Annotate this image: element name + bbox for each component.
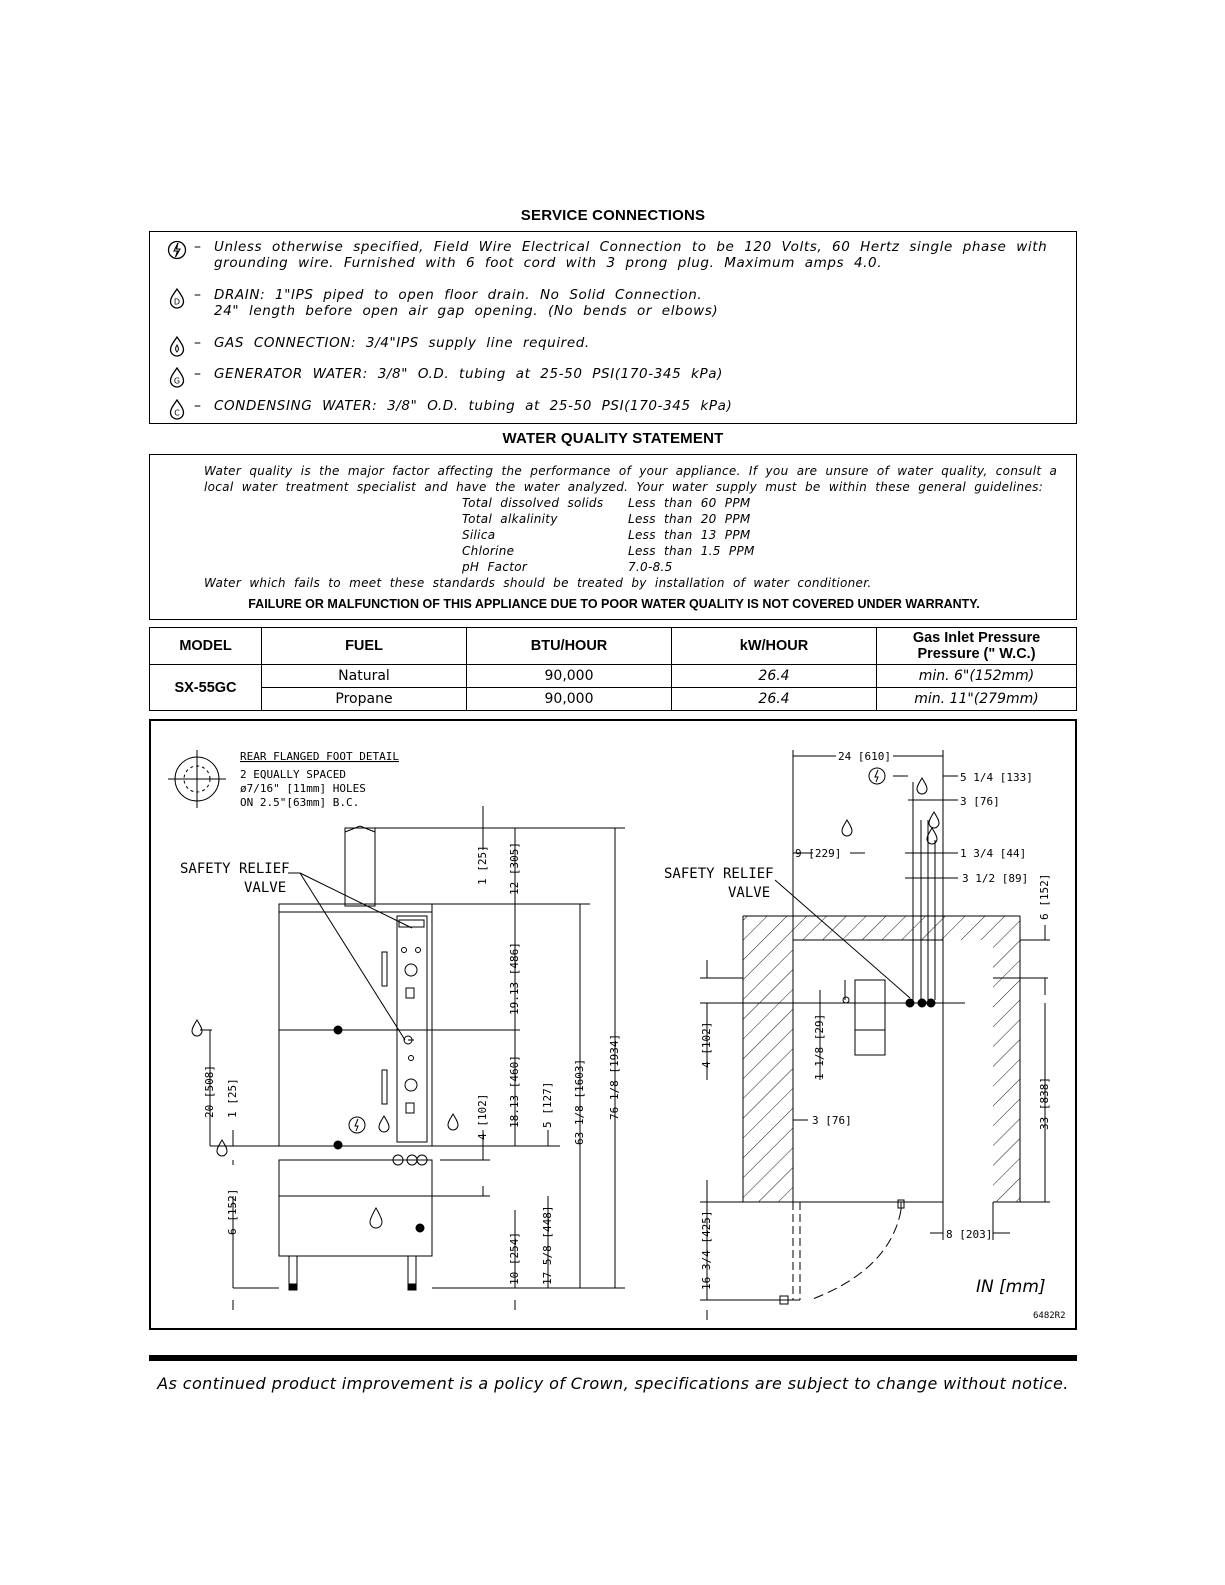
dim-label: 1 [25]	[476, 845, 489, 885]
foot-detail-symbol	[168, 750, 226, 808]
header-gas-line: Pressure (" W.C.)	[917, 646, 1036, 662]
dim-label: 12 [305]	[508, 842, 521, 895]
dim-label: 10 [254]	[508, 1232, 521, 1285]
water-closing-line: Water which fails to meet these standards should be treated by installation of water conditioner.	[204, 576, 872, 590]
bullet-dash: –	[194, 239, 201, 255]
guideline-value: 7.0-8.5	[628, 560, 673, 574]
foot-detail-line: ON 2.5"[63mm] B.C.	[240, 796, 360, 809]
foot-detail-title: REAR FLANGED FOOT DETAIL	[240, 750, 399, 763]
safety-relief-label: VALVE	[728, 885, 771, 901]
water-intro-line1: Water quality is the major factor affecting the performance of your appliance. If you are unsure of water quality, consult a	[204, 464, 1058, 478]
dim-label: 33 [838]	[1038, 1077, 1051, 1130]
svg-text:C: C	[174, 408, 180, 418]
guideline-value: Less than 20 PPM	[628, 512, 751, 526]
bullet-dash: –	[194, 287, 201, 303]
units-label: IN [mm]	[976, 1277, 1046, 1297]
guideline-name: Total dissolved solids	[462, 496, 604, 510]
service-item-line: GAS CONNECTION: 3/4"IPS supply line required.	[214, 335, 590, 351]
footer-rule	[149, 1355, 1077, 1361]
service-item-line: CONDENSING WATER: 3/8" O.D. tubing at 25-50 PSI(170-345 kPa)	[214, 398, 733, 414]
dim-label: 1 1/8 [29]	[813, 1013, 826, 1080]
safety-relief-label: VALVE	[244, 880, 287, 896]
svg-text:G: G	[173, 376, 181, 386]
dim-label: 1 3/4 [44]	[960, 847, 1027, 860]
model-cell: SX-55GC	[150, 665, 262, 711]
header-model: MODEL	[150, 628, 262, 665]
dim-label: 17 5/8 [448]	[541, 1205, 554, 1285]
header-kw: kW/HOUR	[672, 628, 877, 665]
header-btu: BTU/HOUR	[467, 628, 672, 665]
dim-label: 3 1/2 [89]	[962, 872, 1029, 885]
dim-label: 19.13 [486]	[508, 942, 521, 1015]
dim-label: 76 1/8 [1934]	[608, 1033, 621, 1120]
btu-cell: 90,000	[467, 665, 672, 688]
dim-label: 4 [102]	[476, 1093, 489, 1140]
guideline-value: Less than 60 PPM	[628, 496, 751, 510]
service-connections-title: SERVICE CONNECTIONS	[520, 207, 706, 224]
guideline-name: Silica	[462, 528, 496, 542]
dim-label: 6 [152]	[1038, 873, 1051, 920]
dim-label: 16 3/4 [425]	[700, 1210, 713, 1290]
dim-label: 18.13 [460]	[508, 1055, 521, 1128]
guideline-value: Less than 1.5 PPM	[628, 544, 755, 558]
bullet-dash: –	[194, 398, 201, 414]
dim-label: 4 [102]	[700, 1021, 713, 1068]
foot-detail-text	[240, 750, 399, 809]
header-gas-line: Gas Inlet Pressure	[912, 630, 1041, 646]
dim-label: 1 [25]	[226, 1078, 239, 1118]
header-fuel: FUEL	[262, 628, 467, 665]
drawing-number: 6482R2	[1033, 1311, 1066, 1321]
dim-label: 6 [152]	[226, 1188, 239, 1235]
foot-detail-line: 2 EQUALLY SPACED	[240, 768, 346, 781]
dim-label: 5 [127]	[541, 1081, 554, 1128]
service-item-line: grounding wire. Furnished with 6 foot cord with 3 prong plug. Maximum amps 4.0.	[214, 255, 883, 271]
service-item-line: GENERATOR WATER: 3/8" O.D. tubing at 25-50 PSI(170-345 kPa)	[214, 366, 723, 382]
guideline-value: Less than 13 PPM	[628, 528, 751, 542]
water-quality-title: WATER QUALITY STATEMENT	[502, 430, 724, 447]
service-item-line: Unless otherwise specified, Field Wire Electrical Connection to be 120 Volts, 60 Hertz single phase with	[214, 239, 1048, 255]
service-item-line: 24" length before open air gap opening. (No bends or elbows)	[214, 303, 719, 319]
front-elevation	[279, 826, 432, 1290]
dim-label: 9 [229]	[795, 847, 842, 860]
service-item-line: DRAIN: 1"IPS piped to open floor drain. No Solid Connection.	[214, 287, 703, 303]
gas-cell: min. 11"(279mm)	[877, 688, 1077, 711]
kw-cell: 26.4	[672, 665, 877, 688]
dim-label: 5 1/4 [133]	[960, 771, 1033, 784]
dim-label: 3 [76]	[812, 1114, 852, 1127]
guideline-name: Total alkalinity	[462, 512, 558, 526]
dim-label: 63 1/8 [1603]	[573, 1058, 586, 1145]
fuel-cell: Propane	[262, 688, 467, 711]
foot-detail-line: ø7/16" [11mm] HOLES	[240, 782, 366, 795]
front-safety-leaders	[288, 873, 412, 1040]
dim-label: 24 [610]	[838, 750, 891, 763]
kw-cell: 26.4	[672, 688, 877, 711]
water-intro-line2: local water treatment specialist and have the water analyzed. Your water supply must be within these general guidelines:	[204, 480, 1044, 494]
btu-cell: 90,000	[467, 688, 672, 711]
side-elevation	[743, 782, 1020, 1304]
warranty-notice: FAILURE OR MALFUNCTION OF THIS APPLIANCE DUE TO POOR WATER QUALITY IS NOT COVERED UNDER WARRANTY.	[248, 597, 980, 611]
safety-relief-label: SAFETY RELIEF	[664, 866, 774, 882]
footer-notice: As continued product improvement is a policy of Crown, specifications are subject to change without notice.	[157, 1374, 1069, 1393]
bullet-dash: –	[194, 335, 201, 351]
fuel-cell: Natural	[262, 665, 467, 688]
safety-relief-label: SAFETY RELIEF	[180, 861, 290, 877]
bullet-dash: –	[194, 366, 201, 382]
dim-label: 20 [508]	[203, 1065, 216, 1118]
dim-label: 8 [203]	[946, 1228, 993, 1241]
guideline-name: pH Factor	[462, 560, 528, 574]
gas-cell: min. 6"(152mm)	[877, 665, 1077, 688]
svg-text:D: D	[173, 297, 181, 307]
side-connection-icons	[842, 768, 939, 844]
guideline-name: Chlorine	[462, 544, 515, 558]
dim-label: 3 [76]	[960, 795, 1000, 808]
front-labels	[180, 842, 621, 1285]
